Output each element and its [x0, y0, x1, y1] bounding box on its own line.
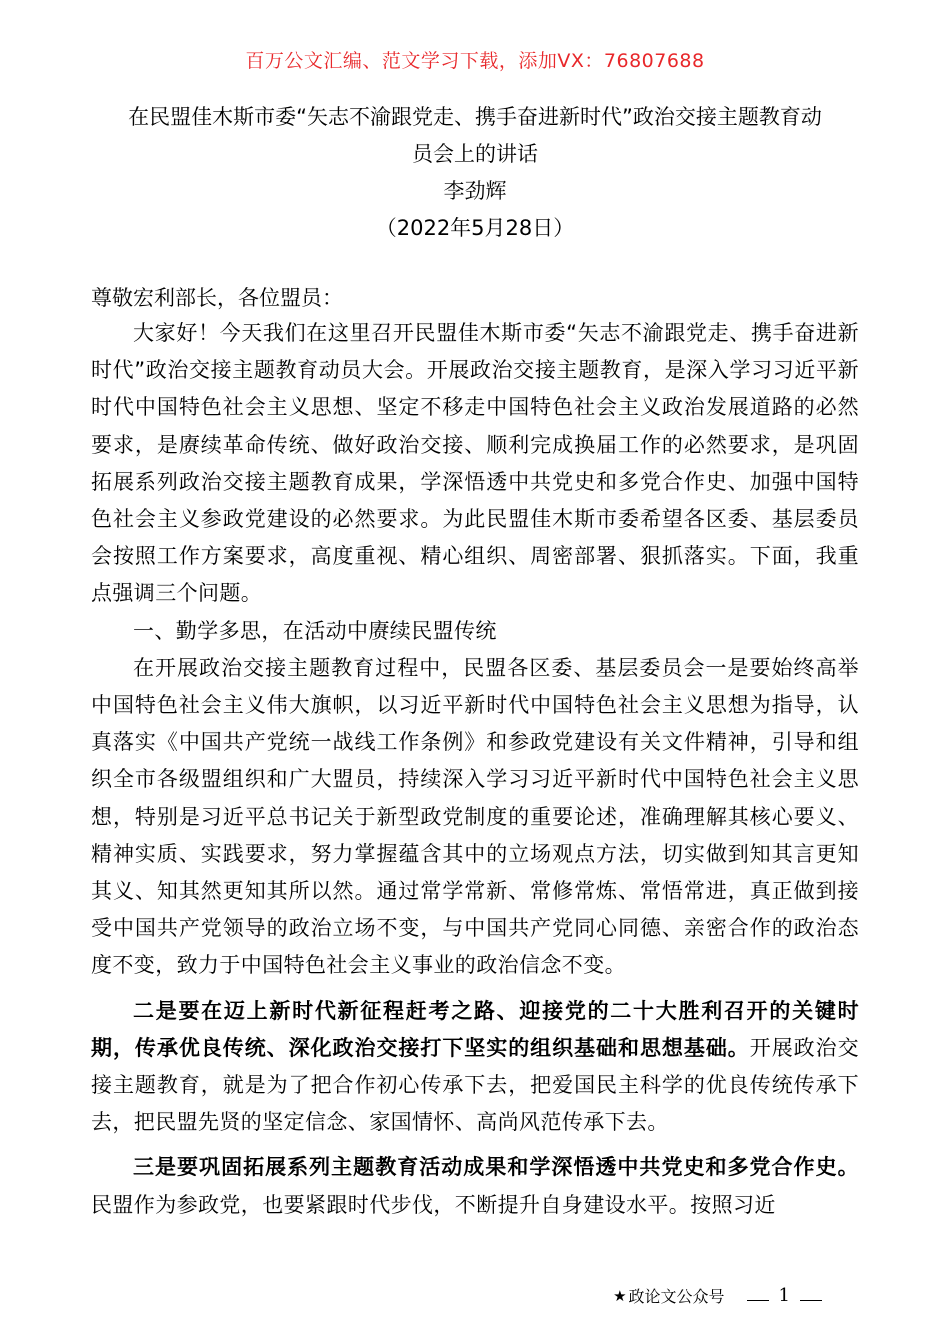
page-number-left-dash: [747, 1300, 769, 1301]
section-heading-1: 一、勤学多思，在活动中赓续民盟传统: [133, 618, 497, 643]
document-title-block: [88, 99, 862, 247]
speech-date: （2022年5月28日）: [375, 216, 575, 240]
paragraph-point-3: [91, 1149, 859, 1223]
footer-label: 政论文公众号: [628, 1287, 725, 1306]
point-2-text: 开展政治交接主题教育，就是为了把合作初心传承下去，把爱国民主科学的优良传统传承下去，把民盟先贤的坚定信念、家国情怀、高尚风范传承下去。: [91, 1035, 860, 1135]
star-icon: ★: [613, 1286, 627, 1305]
page-number-value: 1: [778, 1285, 790, 1306]
title-line-1: 在民盟佳木斯市委“矢志不渝跟党走、携手奋进新时代”政治交接主题教育动: [128, 105, 822, 129]
speech-body: [91, 315, 859, 1224]
paragraph-point-1: 在开展政治交接主题教育过程中，民盟各区委、基层委员会一是要始终高举中国特色社会主义伟大旗帜，以习近平新时代中国特色社会主义思想为指导，认真落实《中国共产党统一战线工作条例》和参政党建设有关文件精神，引导和组织全市各级盟组织和广大盟员，持续深入学习习近平新时代中国特色社会主义思想，特别是习近平总书记关于新型政党制度的重要论述，准确理解其核心要义、精神实质、实践要求，努力掌握蕴含其中的立场观点方法，切实做到知其言更知其义、知其然更知其所以然。通过常学常新、常修常炼、常悟常进，真正做到接受中国共产党领导的政治立场不变，与中国共产党同心同德、亲密合作的政治态度不变，致力于中国特色社会主义事业的政治信念不变。: [91, 655, 859, 978]
page-footer: [613, 1284, 832, 1307]
paragraph-point-2: [91, 993, 859, 1142]
page-number: [737, 1285, 832, 1306]
paragraph-intro: 大家好！今天我们在这里召开民盟佳木斯市委“矢志不渝跟党走、携手奋进新时代”政治交接主题教育动员大会。开展政治交接主题教育，是深入学习习近平新时代中国特色社会主义思想、坚定不移走中国特色社会主义政治发展道路的必然要求，是赓续革命传统、做好政治交接、顺利完成换届工作的必然要求，是巩固拓展系列政治交接主题教育成果，学深悟透中共党史和多党合作史、加强中国特色社会主义参政党建设的必然要求。为此民盟佳木斯市委希望各区委、基层委员会按照工作方案要求，高度重视、精心组织、周密部署、狠抓落实。下面，我重点强调三个问题。: [91, 321, 859, 606]
salutation: 尊敬宏利部长，各位盟员：: [91, 286, 343, 310]
page-number-right-dash: [800, 1300, 822, 1301]
title-line-2: 员会上的讲话: [412, 142, 538, 166]
promo-banner: 百万公文汇编、范文学习下载，添加VX：76807688: [245, 50, 705, 72]
point-2-bold-lead: 二是要在迈上新时代新征程赶考之路、迎接党的二十大胜利召开的关键时期，传承优良传统、深化政治交接打下坚实的组织基础和思想基础。: [91, 998, 859, 1060]
point-3-text: 民盟作为参政党，也要紧跟时代步伐，不断提升自身建设水平。按照习近: [91, 1192, 776, 1217]
author-name: 李劲辉: [443, 179, 507, 203]
point-3-bold-lead: 三是要巩固拓展系列主题教育活动成果和学深悟透中共党史和多党合作史。: [133, 1155, 859, 1180]
